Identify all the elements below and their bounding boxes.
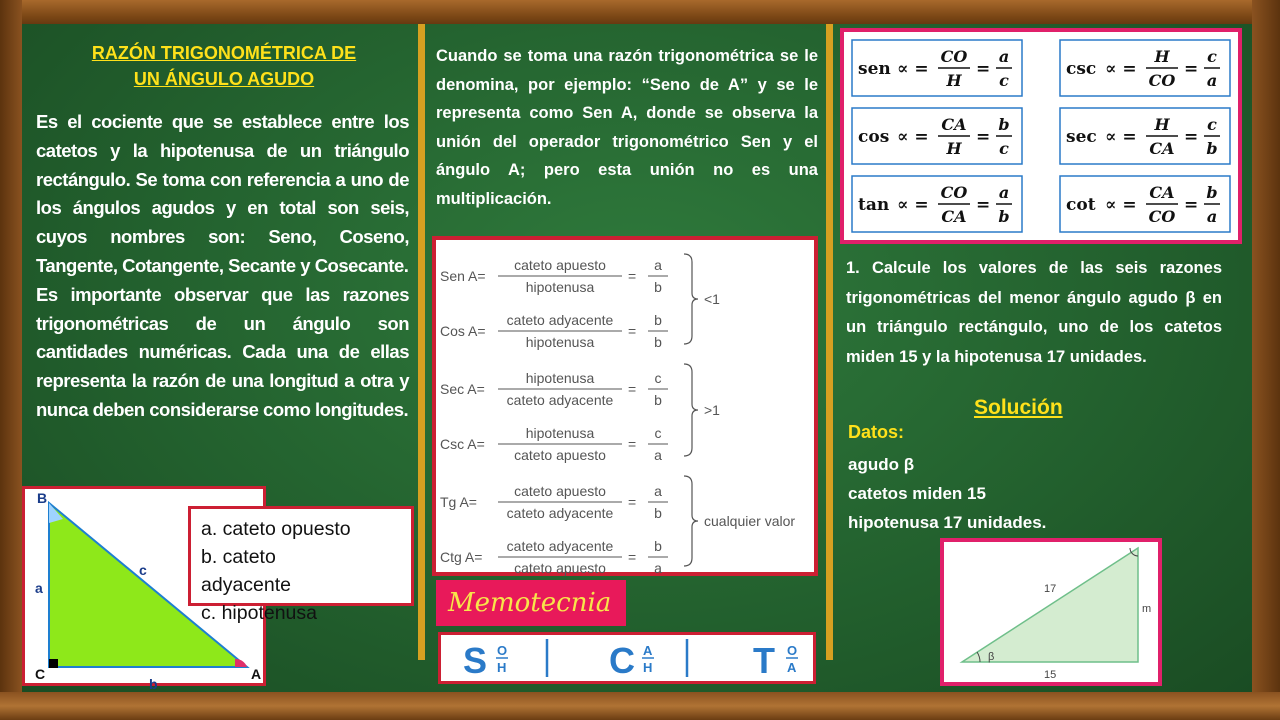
equals-sign: = <box>628 549 637 565</box>
formula-equals: = <box>976 195 991 215</box>
formula-equals: = <box>976 127 991 147</box>
ratio-numerator: hipotenusa <box>525 425 595 441</box>
formula-function: cot <box>1066 195 1096 215</box>
ratio-letter-numerator: c <box>654 370 662 386</box>
ratio-letter-denominator: b <box>654 279 662 295</box>
ratio-letter-denominator: a <box>654 560 662 576</box>
formula-letter-denominator: b <box>1206 139 1218 158</box>
formula-denominator: CO <box>1148 71 1176 90</box>
ratio-numerator: cateto apuesto <box>514 257 606 273</box>
frame-right <box>1252 0 1280 720</box>
ratio-name: Csc A= <box>440 436 485 452</box>
memotecnia-box <box>438 632 816 684</box>
formula-letter-denominator: b <box>998 207 1010 226</box>
formula-numerator: H <box>1154 115 1170 134</box>
equals-sign: = <box>628 494 637 510</box>
ratio-letter-denominator: b <box>654 392 662 408</box>
ratio-letter-denominator: a <box>654 447 662 463</box>
memo-bottom: H <box>497 660 507 675</box>
side-b-label: b <box>149 676 158 692</box>
formula-equals: = <box>1184 195 1199 215</box>
vertex-b-label: B <box>37 490 48 506</box>
explanation-text: Cuando se toma una razón trigonométrica se le denomina, por ejemplo: “Seno de A” y se le representa como Sen A, donde se observa la unión del operador trigonométrico Sen y el ángulo A; pero esta unión no es una multiplicación. <box>436 47 818 208</box>
problem-triangle-shape <box>962 548 1138 662</box>
problem-triangle-svg <box>944 542 1158 682</box>
formula-letter-denominator: c <box>999 139 1009 158</box>
formula-letter-numerator: b <box>998 115 1010 134</box>
formula-alpha: ∝ = <box>897 59 929 79</box>
ratio-letter-denominator: b <box>654 505 662 521</box>
formula-function: sen <box>858 59 891 79</box>
equals-sign: = <box>628 268 637 284</box>
data-list <box>848 450 1046 537</box>
ratio-letter-numerator: c <box>654 425 662 441</box>
ratio-denominator: cateto apuesto <box>514 560 606 576</box>
ratio-letter-denominator: b <box>654 334 662 350</box>
brace <box>684 254 698 344</box>
side-legend <box>188 506 414 624</box>
brace <box>684 364 698 456</box>
ratio-name: Sen A= <box>440 268 486 284</box>
formula-denominator: H <box>946 139 962 158</box>
formula-letter-denominator: a <box>1206 207 1218 226</box>
ratio-numerator: hipotenusa <box>525 370 595 386</box>
frame-left <box>0 0 22 720</box>
brace-label: cualquier valor <box>704 513 796 529</box>
legend-line-4: c. hipotenusa <box>201 602 318 624</box>
legend-line-1: a. cateto opuesto <box>201 518 351 540</box>
memotecnia-svg <box>441 635 813 681</box>
ratio-numerator: cateto apuesto <box>514 483 606 499</box>
formula-denominator: CA <box>1149 139 1175 158</box>
equals-sign: = <box>628 436 637 452</box>
memo-letter: T <box>753 640 775 681</box>
leg-label: m <box>1142 603 1152 615</box>
ratio-numerator: cateto adyacente <box>506 538 614 554</box>
formula-numerator: CO <box>940 47 968 66</box>
legend-line-3: adyacente <box>201 574 291 596</box>
title-line-1: RAZÓN TRIGONOMÉTRICA DE <box>91 43 357 63</box>
problem-triangle-figure <box>940 538 1162 686</box>
memo-bottom: H <box>643 660 653 675</box>
side-a-label: a <box>35 580 43 596</box>
ratio-denominator: cateto adyacente <box>506 505 614 521</box>
definition-paragraph-1: Es el cociente que se establece entre los catetos y la hipotenusa de un triángulo rectángulo. Se toma con referencia a uno de los ángulos agudos y en total son seis, cuyos nombres son: Seno, Coseno, Tangente, Cotangente, Secante y Cosecante. <box>36 111 409 276</box>
memo-top: O <box>497 643 508 658</box>
ratio-numerator: cateto adyacente <box>506 312 614 328</box>
frame-bottom <box>0 692 1280 720</box>
brace <box>684 476 698 566</box>
formula-function: tan <box>858 195 890 215</box>
brace-label: <1 <box>704 291 720 307</box>
formula-equals: = <box>1184 127 1199 147</box>
angle-a-marker <box>235 659 247 667</box>
ratio-denominator: cateto adyacente <box>506 392 614 408</box>
formula-alpha: ∝ = <box>1105 127 1137 147</box>
ratio-table <box>432 236 818 576</box>
formula-letter-denominator: c <box>999 71 1009 90</box>
vertex-c-label: C <box>35 666 46 682</box>
data-heading: Datos: <box>848 422 905 442</box>
memotecnia-label: Memotecnia <box>436 580 626 626</box>
formula-letter-denominator: a <box>1206 71 1218 90</box>
ratio-denominator: hipotenusa <box>525 279 595 295</box>
formula-alpha: ∝ = <box>1105 195 1137 215</box>
definition-paragraph-2: Es importante observar que las razones trigonométricas de un ángulo son cantidades numéricas. Cada una de ellas representa la razón de una longitud a otra y nunca deben considerarse como longitudes. <box>36 283 409 420</box>
legend-line-2: b. cateto <box>201 546 276 568</box>
formula-numerator: CA <box>1149 183 1175 202</box>
ratio-letter-numerator: b <box>654 312 662 328</box>
formula-denominator: CA <box>941 207 967 226</box>
memo-top: O <box>787 643 798 658</box>
formula-function: cos <box>858 127 890 147</box>
equals-sign: = <box>628 381 637 397</box>
formula-panel <box>840 28 1242 244</box>
formula-numerator: CO <box>940 183 968 202</box>
base-label: 15 <box>1044 669 1057 681</box>
column-divider-left <box>418 24 425 660</box>
formula-denominator: CO <box>1148 207 1176 226</box>
equals-sign: = <box>628 323 637 339</box>
formula-letter-numerator: b <box>1206 183 1218 202</box>
formula-numerator: CA <box>941 115 967 134</box>
ratio-letter-numerator: b <box>654 538 662 554</box>
side-c-label: c <box>139 562 147 578</box>
definition-text <box>36 108 409 425</box>
formula-alpha: ∝ = <box>897 127 929 147</box>
formula-letter-numerator: a <box>998 47 1010 66</box>
data-item: catetos miden 15 <box>848 484 986 503</box>
memo-letter: S <box>463 640 488 681</box>
formula-equals: = <box>976 59 991 79</box>
ratio-name: Ctg A= <box>440 549 483 565</box>
right-angle-marker <box>49 659 58 668</box>
formula-letter-numerator: c <box>1207 115 1217 134</box>
formula-alpha: ∝ = <box>1105 59 1137 79</box>
memo-top: A <box>643 643 653 658</box>
title-line-2: UN ÁNGULO AGUDO <box>133 69 315 89</box>
ratio-letter-numerator: a <box>654 257 662 273</box>
brace-label: >1 <box>704 402 720 418</box>
ratio-name: Tg A= <box>440 494 477 510</box>
ratio-denominator: cateto apuesto <box>514 447 606 463</box>
formula-function: csc <box>1066 59 1097 79</box>
formula-function: sec <box>1066 127 1097 147</box>
hypotenuse-label: 17 <box>1044 583 1057 595</box>
formula-numerator: H <box>1154 47 1170 66</box>
ratio-name: Cos A= <box>440 323 486 339</box>
ratio-table-svg <box>436 240 814 576</box>
formula-letter-numerator: c <box>1207 47 1217 66</box>
ratio-denominator: hipotenusa <box>525 334 595 350</box>
formula-svg <box>844 32 1238 240</box>
section-title <box>36 40 412 92</box>
data-item: agudo β <box>848 455 915 474</box>
ratio-letter-numerator: a <box>654 483 662 499</box>
solution-heading: Solución <box>974 396 1063 419</box>
formula-alpha: ∝ = <box>897 195 929 215</box>
formula-denominator: H <box>946 71 962 90</box>
vertex-a-label: A <box>251 666 262 682</box>
formula-equals: = <box>1184 59 1199 79</box>
column-divider-right <box>826 24 833 660</box>
ratio-name: Sec A= <box>440 381 485 397</box>
memo-bottom: A <box>787 660 797 675</box>
formula-letter-numerator: a <box>998 183 1010 202</box>
beta-label: β <box>988 651 995 663</box>
memo-letter: C <box>609 640 635 681</box>
problem-statement: 1. Calcule los valores de las seis razones trigonométricas del menor ángulo agudo β en un triángulo rectángulo, uno de los catetos miden 15 y la hipotenusa 17 unidades. <box>846 259 1222 366</box>
data-item: hipotenusa 17 unidades. <box>848 513 1047 532</box>
